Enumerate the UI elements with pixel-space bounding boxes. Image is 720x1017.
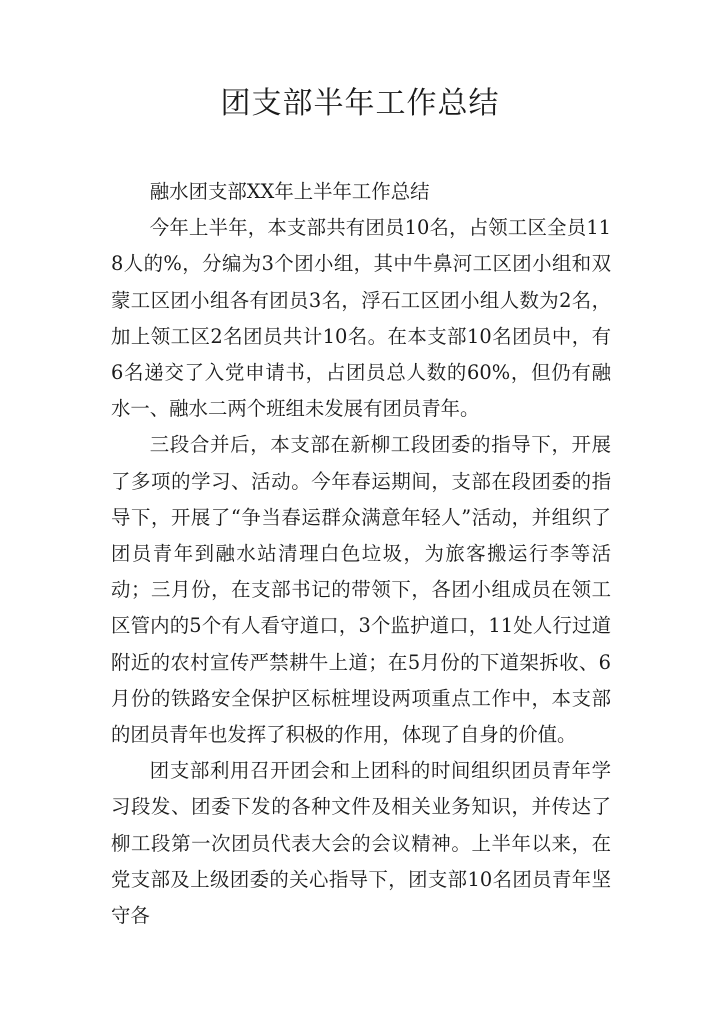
paragraph-1: 今年上半年，本支部共有团员10名，占领工区全员118人的%，分编为3个团小组，其中牛鼻河工区团小组和双蒙工区团小组各有团员3名，浮石工区团小组人数为2名，加上领工区2名团员共计10名。在本支部10名团员中，有6名递交了入党申请书，占团员总人数的60%，但仍有融水一、融水二两个班组未发展有团员青年。 [111, 216, 611, 421]
document-title: 团支部半年工作总结 [220, 86, 500, 121]
document-body [111, 174, 611, 934]
paragraph-3: 团支部利用召开团会和上团科的时间组织团员青年学习段发、团委下发的各种文件及相关业务知识，并传达了柳工段第一次团员代表大会的会议精神。上半年以来，在党支部及上级团委的关心指导下，团支部10名团员青年坚守各 [111, 759, 611, 928]
paragraph-2: 三段合并后，本支部在新柳工段团委的指导下，开展了多项的学习、活动。今年春运期间，支部在段团委的指导下，开展了“争当春运群众满意年轻人”活动，并组织了团员青年到融水站清理白色垃圾，为旅客搬运行李等活动；三月份，在支部书记的带领下，各团小组成员在领工区管内的5个有人看守道口，3个监护道口，11处人行过道附近的农村宣传严禁耕牛上道；在5月份的下道架拆收、6月份的铁路安全保护区标桩埋设两项重点工作中，本支部的团员青年也发挥了积极的作用，体现了自身的价值。 [111, 433, 611, 747]
document-subtitle: 融水团支部XX年上半年工作总结 [149, 180, 430, 203]
